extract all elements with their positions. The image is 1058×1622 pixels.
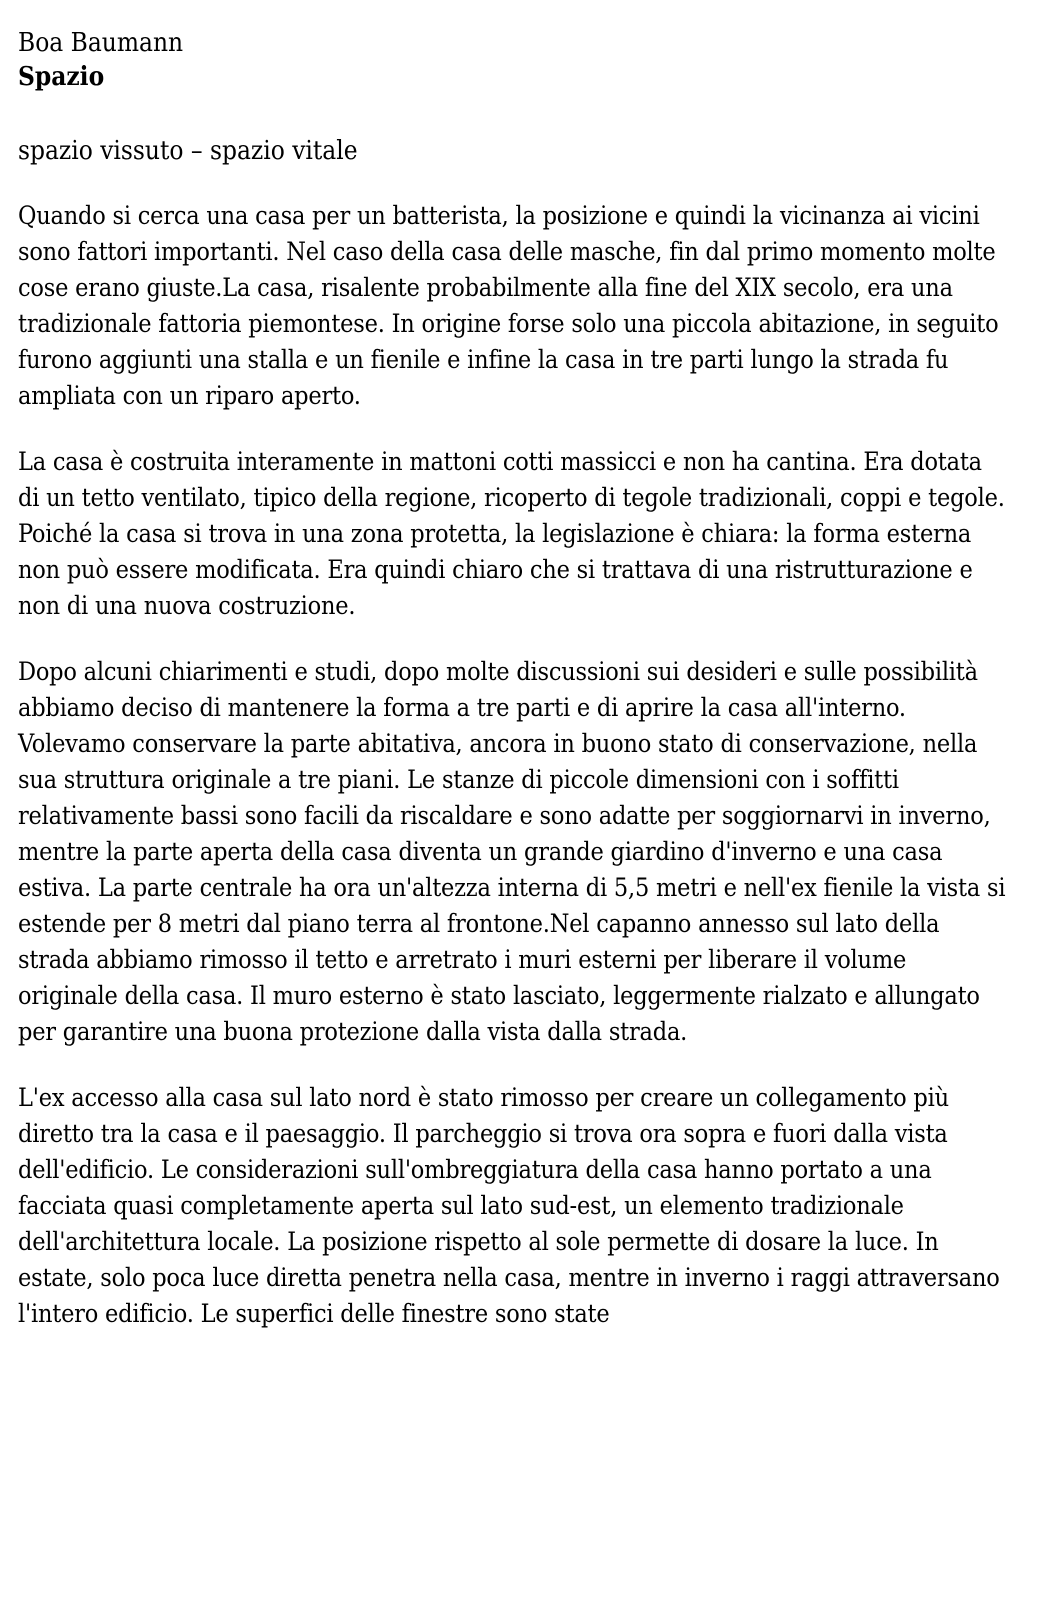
paragraph-3: Dopo alcuni chiarimenti e studi, dopo molte discussioni sui desideri e sulle possibilità abbiamo deciso di mantenere la forma a tre parti e di aprire la casa all'interno. Volevamo conservare la parte abitativa, ancora in buono stato di conservazione, nella sua struttura originale a tre piani. Le stanze di piccole dimensioni con i soffitti relativamente bassi sono facili da riscaldare e sono adatte per soggiornarvi in inverno, mentre la parte aperta della casa diventa un grande giardino d'inverno e una casa estiva. La parte centrale ha ora un'altezza interna di 5,5 metri e nell'ex fienile la vista si estende per 8 metri dal piano terra al frontone.Nel capanno annesso sul lato della strada abbiamo rimosso il tetto e arretrato i muri esterni per liberare il volume originale della casa. Il muro esterno è stato lasciato, leggermente rialzato e allungato per garantire una buona protezione dalla vista dalla strada. <box>18 657 1006 1046</box>
paragraph-4: L'ex accesso alla casa sul lato nord è stato rimosso per creare un collegamento più diretto tra la casa e il paesaggio. Il parcheggio si trova ora sopra e fuori dalla vista dell'edificio. Le considerazioni sull'ombreggiatura della casa hanno portato a una facciata quasi completamente aperta sul lato sud-est, un elemento tradizionale dell'architettura locale. La posizione rispetto al sole permette di dosare la luce. In estate, solo poca luce diretta penetra nella casa, mentre in inverno i raggi attraversano l'intero edificio. Le superfici delle finestre sono state <box>18 1083 1000 1328</box>
author-line: Boa Baumann <box>18 28 184 58</box>
paragraph-2: La casa è costruita interamente in mattoni cotti massicci e non ha cantina. Era dotata di un tetto ventilato, tipico della regione, ricoperto di tegole tradizionali, coppi e tegole. Poiché la casa si trova in una zona protetta, la legislazione è chiara: la forma esterna non può essere modificata. Era quindi chiaro che si trattava di una ristrutturazione e non di una nuova costruzione. <box>18 447 1005 620</box>
document-subtitle: spazio vissuto – spazio vitale <box>18 136 358 166</box>
paragraph-1: Quando si cerca una casa per un batterista, la posizione e quindi la vicinanza ai vicini sono fattori importanti. Nel caso della casa delle masche, fin dal primo momento molte cose erano giuste.La casa, risalente probabilmente alla fine del XIX secolo, era una tradizionale fattoria piemontese. In origine forse solo una piccola abitazione, in seguito furono aggiunti una stalla e un fienile e infine la casa in tre parti lungo la strada fu ampliata con un riparo aperto. <box>18 201 999 410</box>
document-title: Spazio <box>18 62 105 92</box>
